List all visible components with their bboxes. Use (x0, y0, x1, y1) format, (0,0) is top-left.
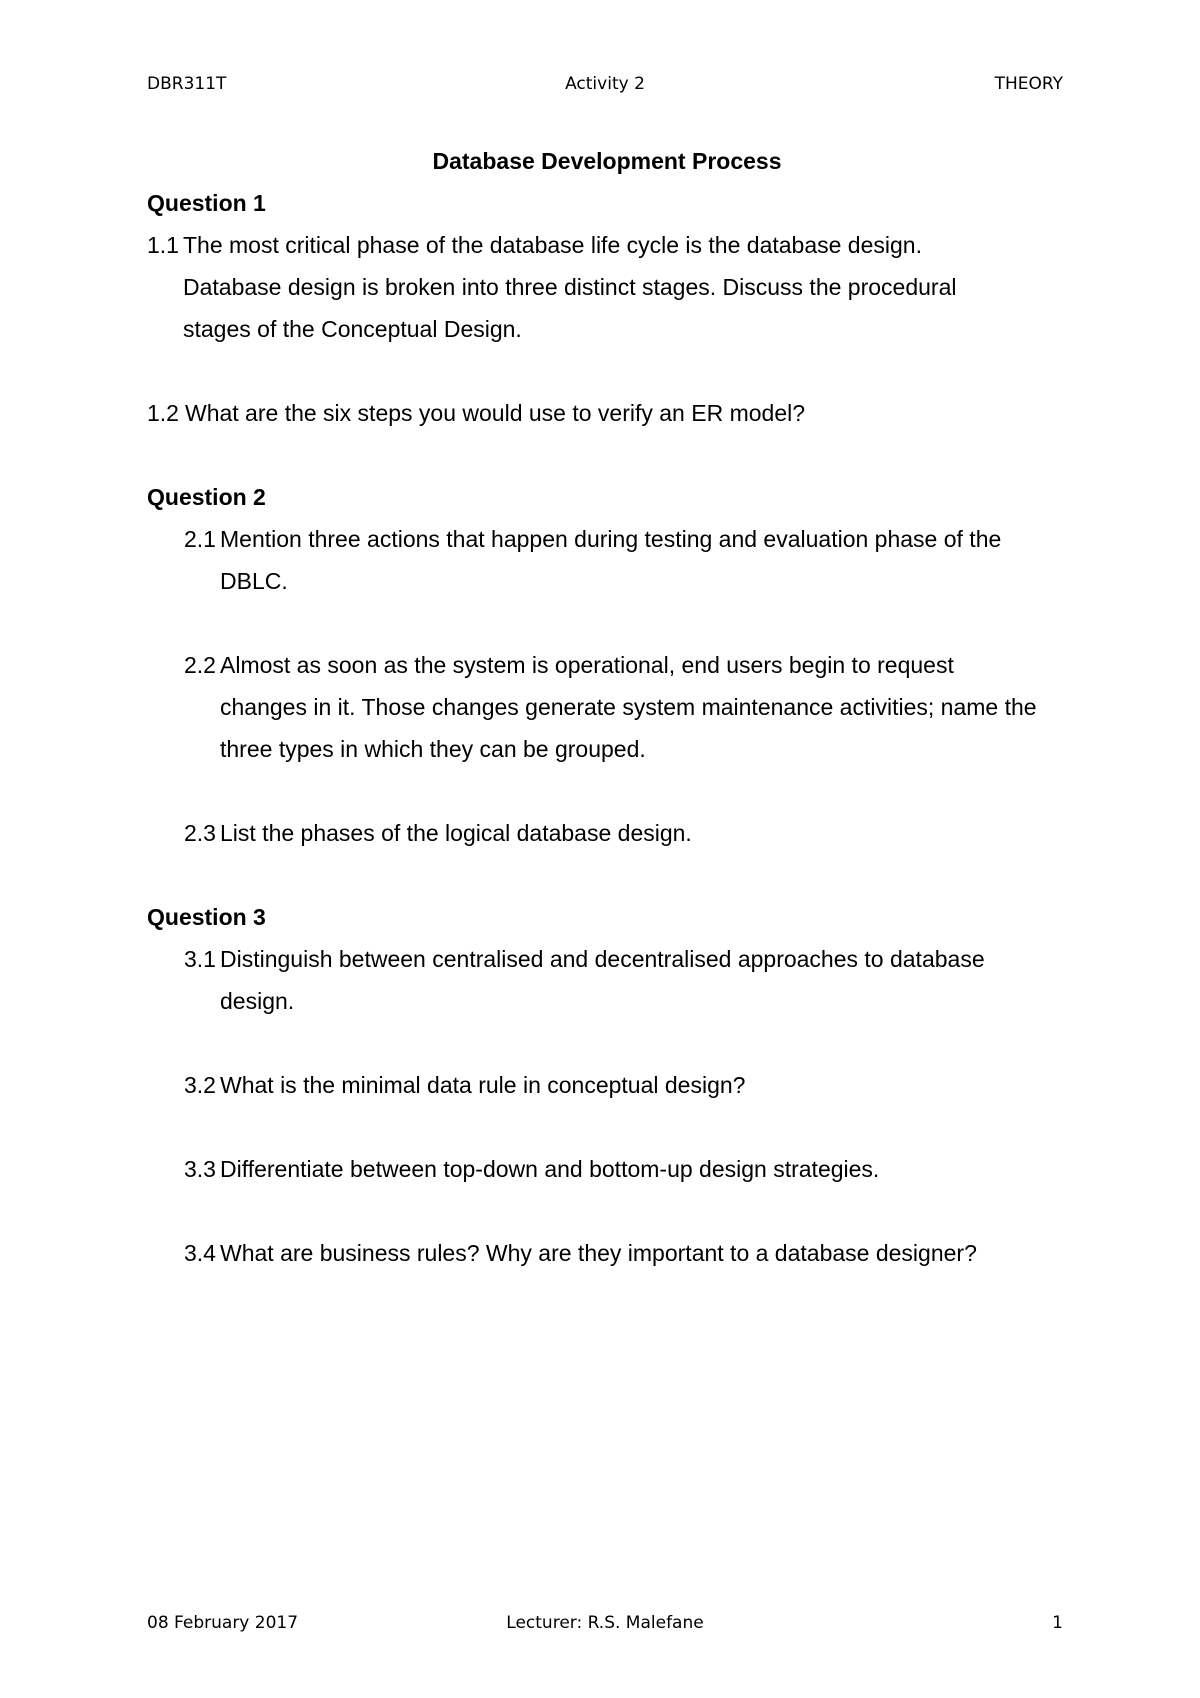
question-1-heading: Question 1 (147, 190, 266, 216)
item-text: The most critical phase of the database life cycle is the database design. Database design is broken into three distinct stages. Discuss the procedural stages of the Conceptual Design. (183, 232, 957, 342)
item-text: Distinguish between centralised and decentralised approaches to database design. (220, 946, 985, 1014)
item-number: 3.1 (184, 946, 216, 972)
item-number: 3.2 (184, 1072, 216, 1098)
question-item (147, 644, 1067, 770)
question-item (147, 1064, 1067, 1106)
item-text: Almost as soon as the system is operational, end users begin to request changes in it. Those changes generate system maintenance activities; name the three types in which they can be grouped. (220, 652, 1037, 762)
item-text: Mention three actions that happen during testing and evaluation phase of the DBLC. (220, 526, 1002, 594)
activity-label: Activity 2 (565, 74, 645, 94)
question-item (147, 1148, 1067, 1190)
page-header (147, 74, 1063, 94)
question-item (147, 518, 1067, 602)
theory-label: THEORY (994, 74, 1063, 94)
item-text: List the phases of the logical database design. (220, 820, 692, 846)
item-text: What are business rules? Why are they important to a database designer? (220, 1240, 977, 1266)
question-item (147, 812, 1067, 854)
item-number: 2.1 (184, 526, 216, 552)
lecturer-label: Lecturer: R.S. Malefane (506, 1613, 704, 1633)
item-number: 2.3 (184, 820, 216, 846)
question-2-heading: Question 2 (147, 484, 266, 510)
question-item (147, 938, 1067, 1022)
item-number: 1.2 (147, 400, 179, 426)
item-text: Differentiate between top-down and bottom-up design strategies. (220, 1156, 880, 1182)
page-number: 1 (1052, 1613, 1063, 1633)
question-item (147, 224, 1067, 350)
page-footer (147, 1613, 1063, 1633)
item-number: 3.3 (184, 1156, 216, 1182)
item-number: 1.1 (147, 232, 179, 258)
course-code: DBR311T (147, 74, 227, 94)
question-item (147, 1232, 1067, 1274)
date-label: 08 February 2017 (147, 1613, 299, 1633)
item-number: 2.2 (184, 652, 216, 678)
question-item (147, 392, 1067, 434)
item-text: What is the minimal data rule in conceptual design? (220, 1072, 746, 1098)
document-body (147, 140, 1067, 1274)
question-3-heading: Question 3 (147, 904, 266, 930)
document-title: Database Development Process (432, 148, 782, 174)
item-text: What are the six steps you would use to verify an ER model? (184, 400, 806, 426)
item-number: 3.4 (184, 1240, 216, 1266)
